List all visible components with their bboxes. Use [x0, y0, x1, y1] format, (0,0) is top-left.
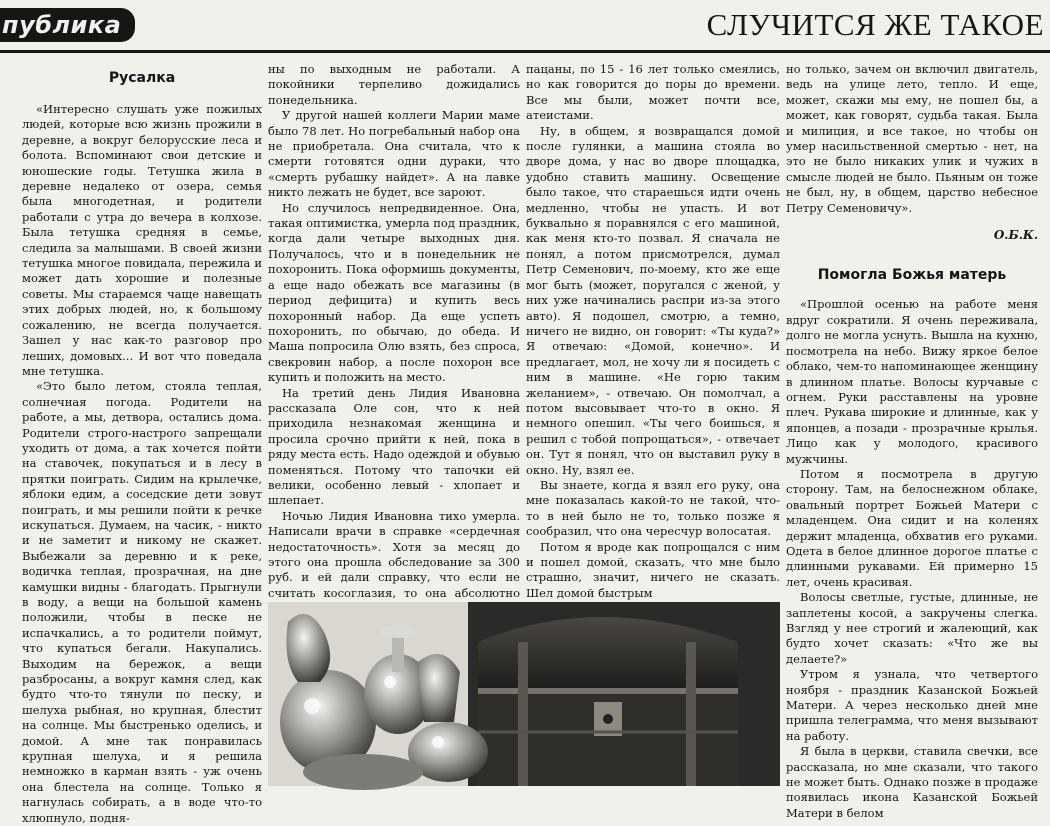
article-paragraph: Волосы светлые, густые, длинные, не заплетены косой, а закручены слегка. Взгляд у нее строгий и жалеющий, как будто хочет сказать: «Что же вы делаете?» — [786, 590, 1038, 666]
column-3 — [526, 62, 780, 604]
article-paragraph: Ночью Лидия Ивановна тихо умерла. Написали врачи в справке «сердечная недостаточность». Хотя за месяц до этого она прошла обследование за 300 руб. и ей дали справку, что если не считать косоглазия, то она абсолютно — [268, 508, 520, 600]
author-signature: О.Б.К. — [993, 228, 1038, 243]
chest-illustration — [478, 617, 738, 786]
page-header — [0, 0, 1050, 50]
section-label: публика — [0, 8, 135, 42]
article-paragraph: Я была в церкви, ставила свечки, все рассказала, но мне сказали, что такого не может быть. Однако позже в продаже появилась икона Казанской Божьей Матери в белом — [786, 744, 1038, 820]
header-divider — [0, 50, 1050, 53]
article-paragraph: У другой нашей коллеги Марии маме было 78 лет. Но погребальный набор она не приобретала. Она считала, что к смерти готовятся одни дураки, что «смерть рубашку найдет». А на лавке никто лежать не будет, все зароют. — [268, 108, 520, 200]
column-4 — [786, 62, 1038, 820]
article-paragraph: На третий день Лидия Ивановна рассказала Оле сон, что к ней приходила незнакомая женщина и просила срочно прийти к ней, пока в ряду места есть. Надо одеждой и обувью поменяться. Потому что тапочки ей велики, особенно левый - хлопает и шлепает. — [268, 385, 520, 508]
article-paragraph: Потом я посмотрела в другую сторону. Там, на белоснежном облаке, овальный портрет Божьей Матери с младенцем. Она сидит и на коленях держит младенца, обхватив его руками. Одета в белое длинное дорогое платье с длинными рукавами. Ей примерно 15 лет, очень красивая. — [786, 466, 1038, 589]
article-title-pomogla: Помогла Божья матерь — [817, 267, 1007, 284]
article-paragraph: но только, зачем он включил двигатель, ведь на улице лето, тепло. И еще, может, скажи мы ему, не пошел бы, а может, как говорят, судьба такая. Была и милиция, и все такое, но чтобы он умер насильственной смертью - нет, на это не было никаких улик и чужих в смысле людей не было. Пьяным он тоже не был, ну, в общем, царство небесное Петру Семеновичу». — [786, 62, 1038, 215]
column-2 — [268, 62, 520, 604]
article-paragraph: Утром я узнала, что четвертого ноября - праздник Казанской Божьей Матери. А через несколько дней мне пришла телеграмма, что меня вызывают на работу. — [786, 667, 1038, 743]
article-paragraph: «Интересно слушать уже пожилых людей, которые всю жизнь прожили в деревне, а вокруг белорусские леса и болота. Вспоминают свои детские и юношеские годы. Тетушка жила в деревне недалеко от озера, семья была многодетная, и родители работали с утра до вечера в колхозе. Была тетушка средняя в семье, следила за малышами. В своей жизни тетушка многое повидала, пережила и может дать хорошие и полезные советы. Мы стараемся чаще навещать этих добрых людей, но, к большому сожалению, не всегда получается. Зашел у нас как-то разговор про леших, домовых... И вот что поведала мне тетушка. — [22, 102, 262, 378]
article-paragraph: Но случилось непредвиденное. Она, такая оптимистка, умерла под праздник, когда дали четыре выходных дня. Получалось, что и в понедельник не похоронить. Пока оформишь документы, а еще надо обежать все магазины (в период дефицита) и купить весь похоронный набор. Да еще успеть похоронить, по обычаю, до обеда. И Маша попросила Олю взять, без спроса, свекровин набор, а после похорон все купить и положить на место. — [268, 200, 520, 385]
article-paragraph: «Прошлой осенью на работе меня вдруг сократили. Я очень переживала, долго не могла уснуть. Вышла на кухню, посмотрела на небо. Вижу яркое белое облако, чем-то напоминающее женщину в длинном платье. Волосы курчавые с огнем. Руки расставлены на уровне плеч. Рукава широкие и длинные, как у японцев, а позади - прозрачные крылья. Лицо как у молодого, красивого мужчины. — [786, 297, 1038, 466]
article-title-rusalka: Русалка — [108, 70, 176, 86]
article-photo — [268, 602, 780, 786]
article-paragraph: пацаны, по 15 - 16 лет только смеялись, но как говорится до поры до времени. Все мы были, может почти все, атеистами. — [526, 62, 780, 123]
column-1 — [22, 62, 262, 825]
article-paragraph: «Это было летом, стояла теплая, солнечная погода. Родители на работе, а мы, детвора, остались дома. Родители строго-настрого запрещали уходить от дома, а так хочется пойти на ставочек, покупаться и в лесу в прятки поиграть. Сидим на крылечке, яблоки едим, а соседские дети зовут поиграть, и мы решили пойти к речке искупаться. Думаем, на часик, - никто и не заметит и никому не скажет. Выбежали за деревню и к реке, водичка теплая, прозрачная, на дне камушки видны - благодать. Прыгнули в воду, а вещи на большой камень положили, чтобы в песке не испачкались, а то родители поймут, что купаться бегали. Накупались. Выходим на бережок, а вещи разбросаны, а вокруг камня след, как будто что-то тянули по песку, и шелуха рыбная, но крупная, блестит на солнце. Мы быстренько оделись, и домой. А мне так понравилась крупная шелуха, и я решила немножко в карман взять - уж очень она блестела на солнце. Только я нагнулась собирать, а в воде что-то хлюпнуло, подня- — [22, 379, 262, 825]
article-paragraph: Вы знаете, когда я взял его руку, она мне показалась какой-то не такой, что-то в ней было не то, только позже я сообразил, что она чересчур волосатая. — [526, 477, 780, 539]
article-paragraph: Ну, в общем, я возвращался домой после гулянки, а машина стояла во дворе дома, у нас во дворе площадка, удобно ставить машину. Освещение было такое, что стараешься идти очень медленно, чтобы не упасть. И вот буквально я поравнялся с его машиной, как меня кто-то позвал. Я сначала не понял, а потом присмотрелся, думал Петр Семенович, по-моему, кто же еще мог быть (может, поругался с женой, у них уже начинались распри из-за этого авто). Я подошел, смотрю, а темно, ничего не видно, он говорит: «Ты куда?» Я отвечаю: «Домой, конечно». И предлагает, мол, не хочу ли я посидеть с ним в машине. «Не горю таким желанием», - отвечаю. Он помолчал, а потом высовывает что-то в окно. Я немного опешил. «Ты чего боишься, я решил с тобой попрощаться», - отвечает он. Тут я понял, что он выставил руку в окно. Ну, взял ее. — [526, 123, 780, 477]
article-paragraph: ны по выходным не работали. А покойники терпеливо дожидались понедельника. — [268, 62, 520, 107]
article-paragraph: Потом я вроде как попрощался с ним и пошел домой, сказать, что мне было страшно, значит, ничего не сказать. Шел домой быстрым — [526, 539, 780, 600]
section-heading: СЛУЧИТСЯ ЖЕ ТАКОЕ — [706, 7, 1044, 42]
photo-illustration — [268, 602, 780, 786]
